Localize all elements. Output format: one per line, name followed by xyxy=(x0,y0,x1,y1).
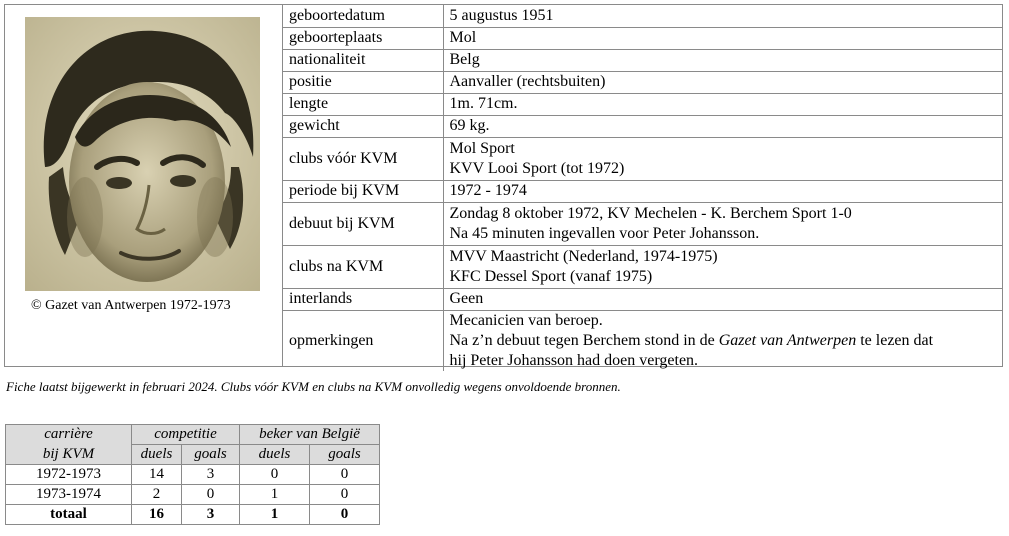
info-row-clubs-before xyxy=(283,137,1002,180)
value-position: Aanvaller (rechtsbuiten) xyxy=(443,71,1002,93)
value-debut: Zondag 8 oktober 1972, KV Mechelen - K. Berchem Sport 1-0 Na 45 minuten ingevallen voor Peter Johansson. xyxy=(443,202,1002,245)
duels-competitie-cell: 2 xyxy=(132,485,182,505)
info-row-birthplace xyxy=(283,27,1002,49)
header-goals-beker: goals xyxy=(310,445,380,465)
label-debut: debuut bij KVM xyxy=(283,202,443,245)
update-note: Fiche laatst bijgewerkt in februari 2024. Clubs vóór KVM en clubs na KVM onvolledig wegens onvoldoende bronnen. xyxy=(6,379,621,394)
goals-competitie-cell: 0 xyxy=(182,485,240,505)
info-row-clubs-after xyxy=(283,245,1002,288)
header-duels-beker: duels xyxy=(240,445,310,465)
table-row xyxy=(6,465,380,485)
player-photo xyxy=(25,17,260,291)
season-cell: 1973-1974 xyxy=(6,485,132,505)
value-birthplace: Mol xyxy=(443,27,1002,49)
header-bij-kvm: bij KVM xyxy=(6,445,132,465)
goals-beker-cell: 0 xyxy=(310,465,380,485)
label-period: periode bij KVM xyxy=(283,180,443,202)
label-nationality: nationaliteit xyxy=(283,49,443,71)
stats-header-row-1 xyxy=(6,425,380,445)
player-portrait-image xyxy=(25,17,260,291)
label-birthdate: geboortedatum xyxy=(283,5,443,27)
label-clubs-before: clubs vóór KVM xyxy=(283,137,443,180)
photo-credit: © Gazet van Antwerpen 1972-1973 xyxy=(31,298,231,313)
stats-header-row-2 xyxy=(6,445,380,465)
label-birthplace: geboorteplaats xyxy=(283,27,443,49)
value-clubs-after: MVV Maastricht (Nederland, 1974-1975) KFC Dessel Sport (vanaf 1975) xyxy=(443,245,1002,288)
info-row-remarks xyxy=(283,310,1002,371)
info-row-weight xyxy=(283,115,1002,137)
label-weight: gewicht xyxy=(283,115,443,137)
label-position: positie xyxy=(283,71,443,93)
value-height: 1m. 71cm. xyxy=(443,93,1002,115)
total-row xyxy=(6,505,380,525)
header-competitie: competitie xyxy=(132,425,240,445)
total-duels-competitie: 16 xyxy=(132,505,182,525)
info-row-birthdate xyxy=(283,5,1002,27)
value-caps: Geen xyxy=(443,288,1002,310)
total-goals-competitie: 3 xyxy=(182,505,240,525)
value-remarks: Mecanicien van beroep. Na z’n debuut tegen Berchem stond in de Gazet van Antwerpen te lezen dat hij Peter Johansson had doen vergeten. xyxy=(449,311,934,369)
value-birthdate: 5 augustus 1951 xyxy=(443,5,1002,27)
career-stats-table xyxy=(5,424,380,525)
newspaper-name: Gazet van Antwerpen xyxy=(718,331,857,349)
player-profile xyxy=(4,4,1003,367)
value-weight: 69 kg. xyxy=(443,115,1002,137)
total-label: totaal xyxy=(6,505,132,525)
info-row-position xyxy=(283,71,1002,93)
goals-beker-cell: 0 xyxy=(310,485,380,505)
player-info-table xyxy=(283,5,1002,371)
label-remarks: opmerkingen xyxy=(283,310,443,371)
value-nationality: Belg xyxy=(443,49,1002,71)
info-row-height xyxy=(283,93,1002,115)
label-height: lengte xyxy=(283,93,443,115)
duels-beker-cell: 0 xyxy=(240,465,310,485)
info-row-debut xyxy=(283,202,1002,245)
total-goals-beker: 0 xyxy=(310,505,380,525)
value-clubs-before: Mol Sport KVV Looi Sport (tot 1972) xyxy=(443,137,1002,180)
duels-competitie-cell: 14 xyxy=(132,465,182,485)
value-period: 1972 - 1974 xyxy=(443,180,1002,202)
photo-cell xyxy=(5,5,283,366)
label-clubs-after: clubs na KVM xyxy=(283,245,443,288)
goals-competitie-cell: 3 xyxy=(182,465,240,485)
header-duels-competitie: duels xyxy=(132,445,182,465)
header-career: carrière xyxy=(6,425,132,445)
table-row xyxy=(6,485,380,505)
header-beker: beker van België xyxy=(240,425,380,445)
duels-beker-cell: 1 xyxy=(240,485,310,505)
info-row-caps xyxy=(283,288,1002,310)
info-row-nationality xyxy=(283,49,1002,71)
label-caps: interlands xyxy=(283,288,443,310)
info-row-period xyxy=(283,180,1002,202)
header-goals-competitie: goals xyxy=(182,445,240,465)
season-cell: 1972-1973 xyxy=(6,465,132,485)
total-duels-beker: 1 xyxy=(240,505,310,525)
